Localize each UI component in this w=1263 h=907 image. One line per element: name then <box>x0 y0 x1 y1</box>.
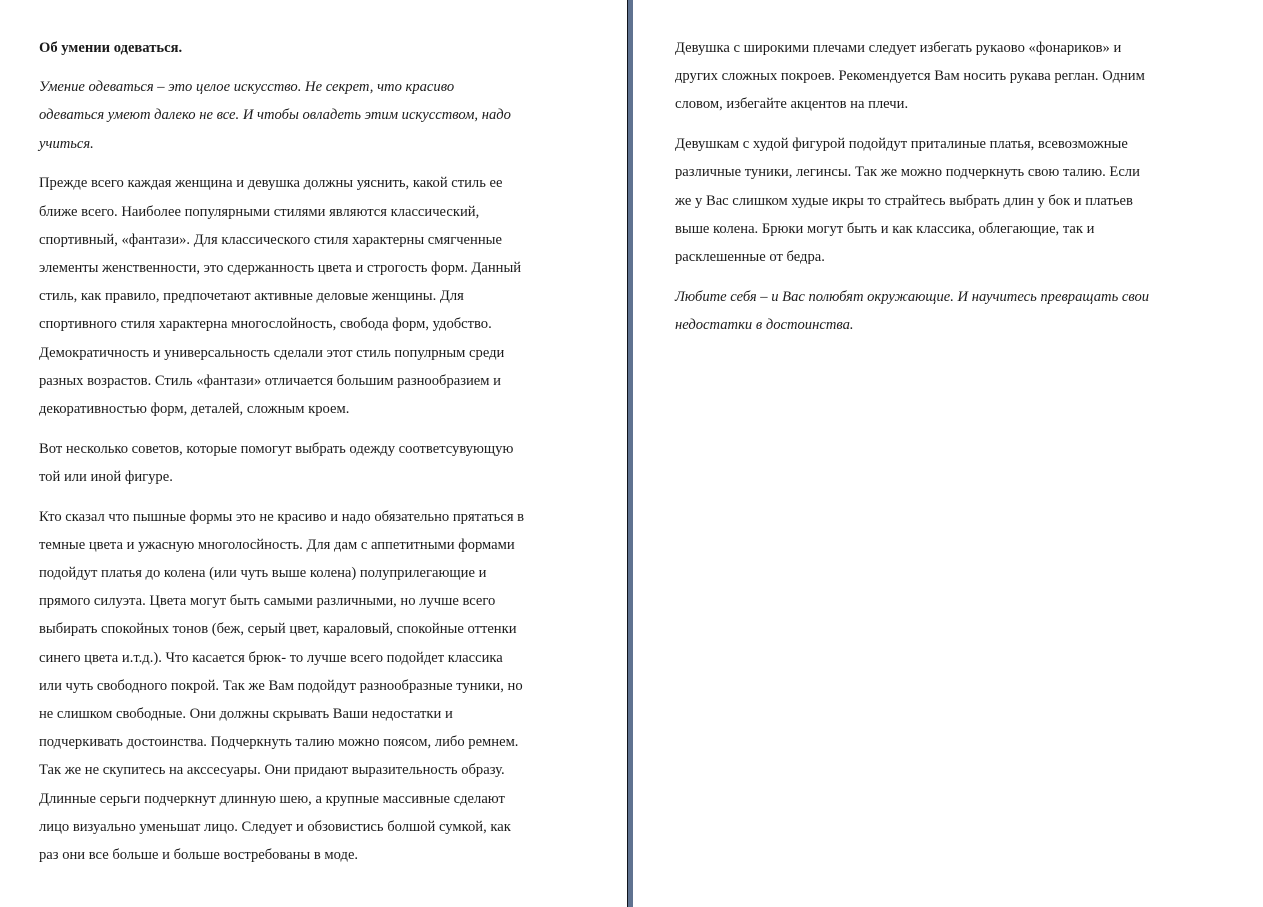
text-line: не слишком свободные. Они должны скрывать Ваши недостатки и <box>39 705 453 722</box>
text-line: подойдут платья до колена (или чуть выше колена) полуприлегающие и <box>39 564 487 581</box>
text-line: Умение одеваться – это целое искусство. Не секрет, что красиво <box>39 79 455 96</box>
text-line: синего цвета и.т.д.). Что касается брюк- то лучше всего подойдет классика <box>39 649 503 666</box>
text-line: недостатки в достоинства. <box>675 316 854 333</box>
styles-paragraph <box>39 169 599 423</box>
text-line: одеваться умеют далеко не все. И чтобы овладеть этим искусством, надо <box>39 107 511 124</box>
text-line: учиться. <box>39 135 94 152</box>
text-line: Длинные серьги подчеркнут длинную шею, а крупные массивные сделают <box>39 790 505 807</box>
text-line: словом, избегайте акцентов на плечи. <box>675 96 909 113</box>
slim-figure-paragraph <box>675 130 1235 271</box>
text-line: спортивного стиля характерна многослойность, свобода форм, удобство. <box>39 316 492 333</box>
text-line: других сложных покроев. Рекомендуется Вам носить рукава реглан. Одним <box>675 68 1145 85</box>
text-line: прямого силуэта. Цвета могут быть самыми различными, но лучше всего <box>39 593 496 610</box>
text-line: же у Вас слишком худые икры то страйтесь выбрать длин у бок и платьев <box>675 192 1133 209</box>
text-line: Так же не скупитесь на акссесуары. Они придают выразительность образу. <box>39 762 505 779</box>
text-line: различные туники, легинсы. Так же можно подчеркнуть свою талию. Если <box>675 164 1140 181</box>
page-left-content <box>39 34 599 881</box>
text-line: ближе всего. Наиболее популярными стилями являются классический, <box>39 203 480 220</box>
text-line: Кто сказал что пышные формы это не красиво и надо обязательно прятаться в <box>39 508 525 525</box>
text-line: Любите себя – и Вас полюбят окружающие. И научитесь превращать свои <box>675 288 1150 305</box>
intro-paragraph <box>39 73 599 158</box>
text-line: элементы женственности, это сдержанность цвета и строгость форм. Данный <box>39 259 522 276</box>
text-line: Вот несколько советов, которые помогут выбрать одежду соответсувующую <box>39 440 514 457</box>
text-line: темные цвета и ужасную многолосйность. Для дам с аппетитными формами <box>39 536 515 553</box>
page-right-content <box>675 34 1235 351</box>
text-line: спортивный, «фантази». Для классического стиля характерны смягченные <box>39 231 502 248</box>
text-line: стиль, как правило, предпочетают активные деловые женщины. Для <box>39 288 464 305</box>
text-line: Девушка с широкими плечами следует избегать рукаово «фонариков» и <box>675 40 1122 56</box>
text-line: подчеркивать достоинства. Подчеркнуть талию можно поясом, либо ремнем. <box>39 734 519 751</box>
text-line: декоративностью форм, деталей, сложным кроем. <box>39 400 350 417</box>
text-line: лицо визуально уменьшат лицо. Следует и обзовистись болшой сумкой, как <box>39 818 511 835</box>
text-line: выше колена. Брюки могут быть и как классика, облегающие, так и <box>675 220 1095 237</box>
advice-intro-paragraph <box>39 435 599 491</box>
text-line: раз они все больше и больше востребованы в моде. <box>39 846 359 863</box>
text-line: выбирать спокойных тонов (беж, серый цвет, караловый, спокойные оттенки <box>39 621 517 638</box>
text-line: Демократичность и универсальность сделали этот стиль популрным среди <box>39 344 505 361</box>
text-line: или чуть свободного покрой. Так же Вам подойдут разнообразные туники, но <box>39 677 523 694</box>
document-page-left <box>0 0 627 907</box>
text-line: Прежде всего каждая женщина и девушка должны уяснить, какой стиль ее <box>39 175 503 192</box>
document-title: Об умении одеваться. <box>39 40 183 56</box>
broad-shoulders-paragraph <box>675 34 1235 119</box>
text-line: той или иной фигуре. <box>39 468 173 485</box>
text-line: разных возрастов. Стиль «фантази» отличается большим разнообразием и <box>39 372 501 389</box>
text-line: Девушкам с худой фигурой подойдут приталиные платья, всевозможные <box>675 136 1128 153</box>
curvy-figure-paragraph <box>39 503 599 870</box>
document-page-right <box>633 0 1263 907</box>
text-line: расклешенные от бедра. <box>675 248 825 265</box>
closing-paragraph <box>675 283 1235 339</box>
